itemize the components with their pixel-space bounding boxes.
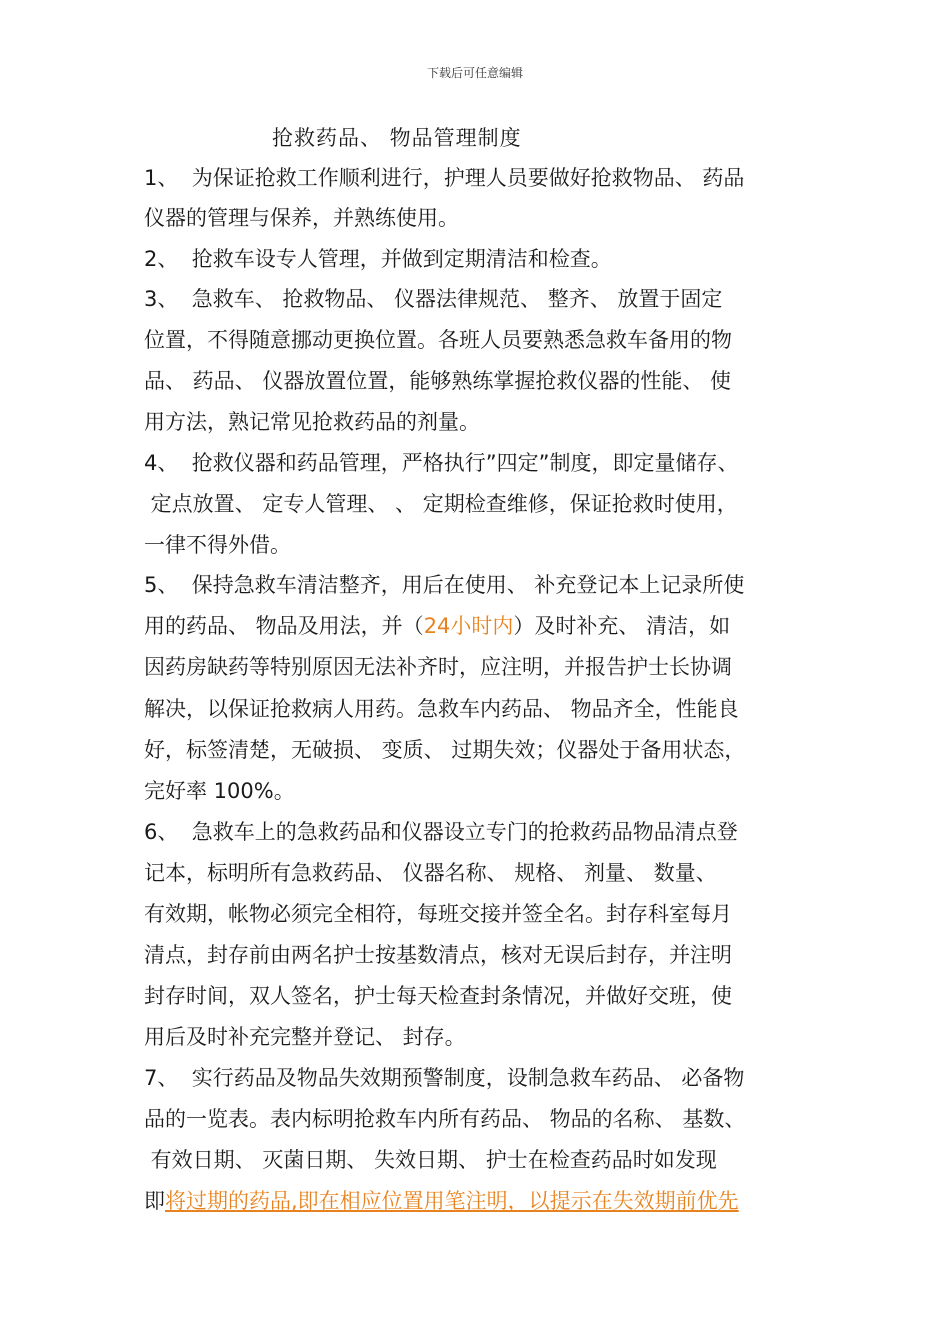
document-title: 抢救药品、 物品管理制度 bbox=[272, 126, 522, 150]
text-segment: 用的药品、 物品及用法，并（ bbox=[144, 614, 424, 638]
text-line: 7、 实行药品及物品失效期预警制度，设制急救车药品、 必备物 bbox=[144, 1066, 745, 1090]
text-line: 一律不得外借。 bbox=[144, 533, 291, 557]
text-line: 清点，封存前由两名护士按基数清点，核对无误后封存，并注明 bbox=[144, 943, 732, 967]
highlight-text: 将过期的药品,即在相应位置用笔注明，以提示在失效期前优先 bbox=[165, 1189, 739, 1213]
text-line: 仪器的管理与保养，并熟练使用。 bbox=[144, 206, 459, 230]
text-line: 品、 药品、 仪器放置位置，能够熟练掌握抢救仪器的性能、 使 bbox=[144, 369, 732, 393]
text-line: 2、 抢救车设专人管理，并做到定期清洁和检查。 bbox=[144, 247, 612, 271]
page-header: 下载后可任意编辑 bbox=[426, 66, 523, 80]
text-segment: ）及时补充、 清洁，如 bbox=[513, 614, 731, 638]
text-line: 位置，不得随意挪动更换位置。各班人员要熟悉急救车备用的物 bbox=[144, 328, 732, 352]
text-line: 品的一览表。表内标明抢救车内所有药品、 物品的名称、 基数、 bbox=[144, 1107, 746, 1131]
text-line: 有效期，帐物必须完全相符，每班交接并签全名。封存科室每月 bbox=[144, 902, 732, 926]
text-line: 用方法，熟记常见抢救药品的剂量。 bbox=[144, 410, 480, 434]
text-line: 用后及时补充完整并登记、 封存。 bbox=[144, 1025, 466, 1049]
text-line bbox=[144, 1191, 739, 1212]
text-line: 解决，以保证抢救病人用药。急救车内药品、 物品齐全，性能良 bbox=[144, 697, 739, 721]
text-line: 4、 抢救仪器和药品管理，严格执行”四定”制度，即定量储存、 bbox=[144, 451, 739, 475]
text-line: 完好率 100%。 bbox=[144, 779, 295, 803]
text-line: 封存时间，双人签名，护士每天检查封条情况，并做好交班，使 bbox=[144, 984, 732, 1008]
text-segment: 即 bbox=[144, 1189, 165, 1213]
text-line: 5、 保持急救车清洁整齐，用后在使用、 补充登记本上记录所使 bbox=[144, 573, 745, 597]
text-line: 定点放置、 定专人管理、 、 定期检查维修，保证抢救时使用， bbox=[144, 492, 738, 516]
text-line: 有效日期、 灭菌日期、 失效日期、 护士在检查药品时如发现 bbox=[144, 1148, 717, 1172]
text-line: 1、 为保证抢救工作顺利进行，护理人员要做好抢救物品、 药品 bbox=[144, 166, 745, 190]
text-line: 因药房缺药等特别原因无法补齐时，应注明，并报告护士长协调 bbox=[144, 655, 732, 679]
text-line: 记本，标明所有急救药品、 仪器名称、 规格、 剂量、 数量、 bbox=[144, 861, 717, 885]
text-line: 3、 急救车、 抢救物品、 仪器法律规范、 整齐、 放置于固定 bbox=[144, 287, 723, 311]
text-line bbox=[144, 616, 730, 637]
highlight-text: 24小时内 bbox=[423, 614, 514, 638]
text-line: 好，标签清楚，无破损、 变质、 过期失效；仪器处于备用状态， bbox=[144, 738, 746, 762]
text-line: 6、 急救车上的急救药品和仪器设立专门的抢救药品物品清点登 bbox=[144, 820, 738, 844]
